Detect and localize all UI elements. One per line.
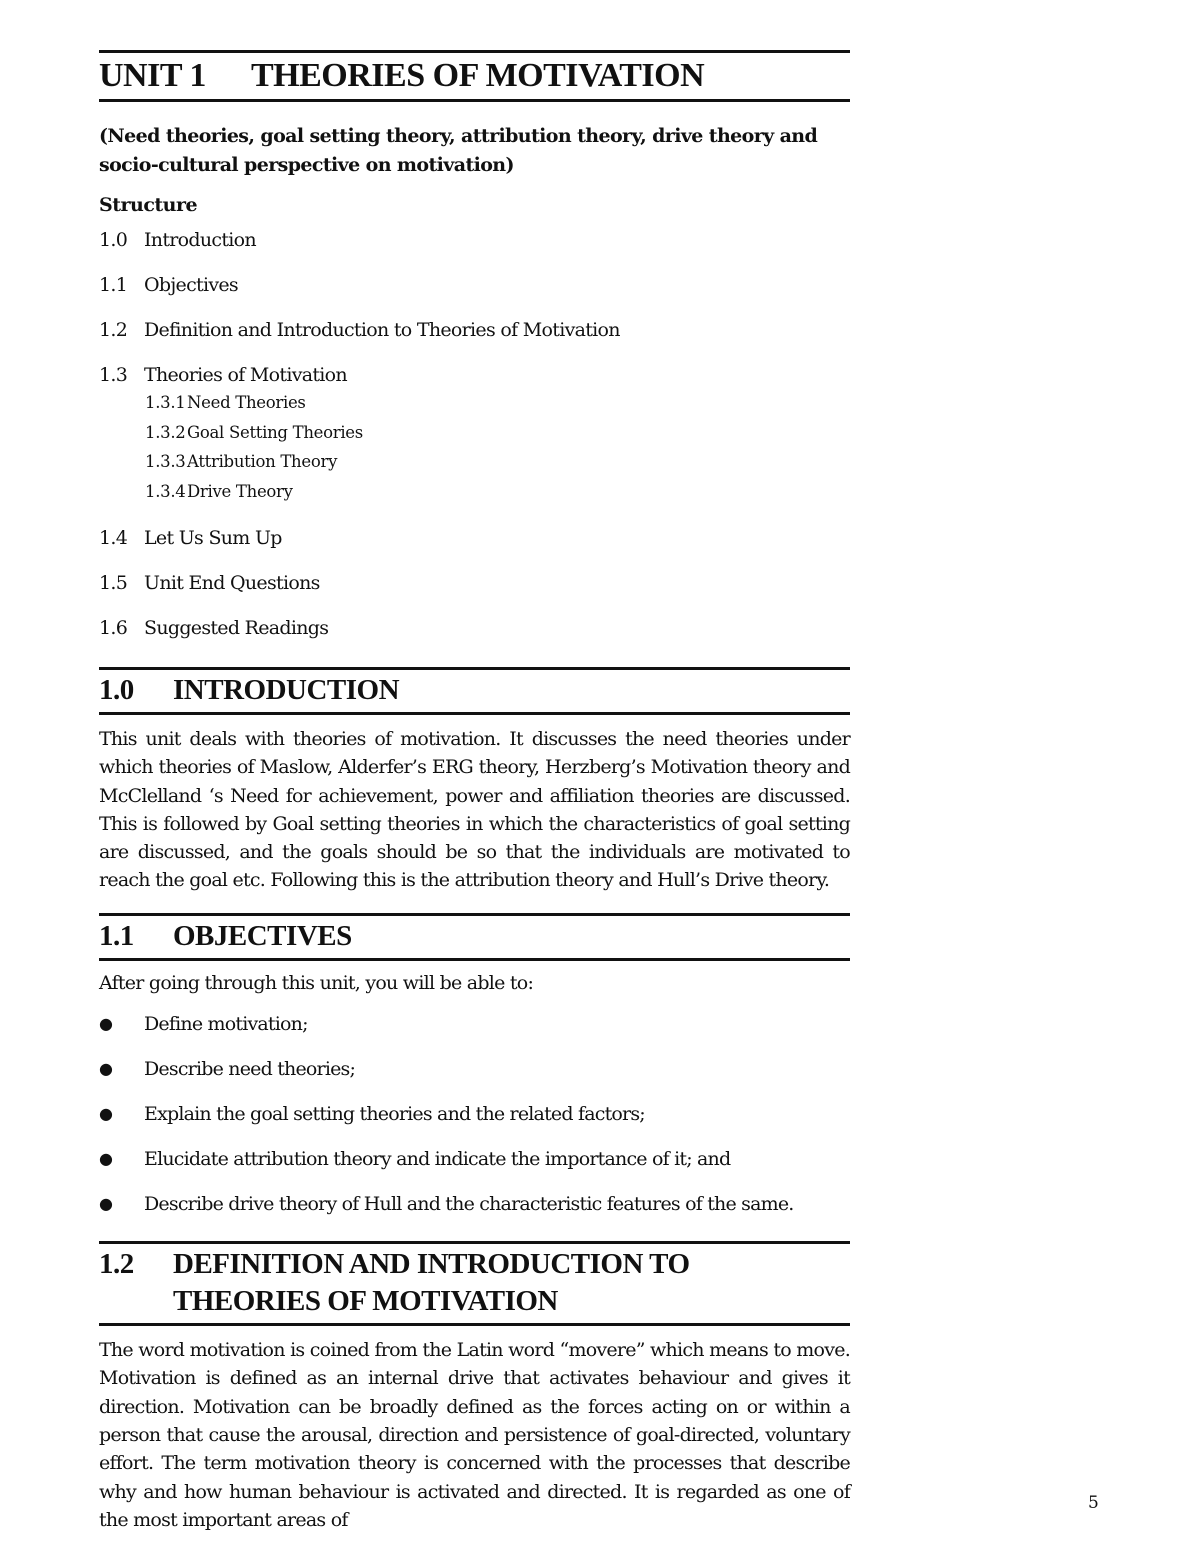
toc-group bbox=[99, 362, 850, 506]
list-item: ● Define motivation; bbox=[99, 1013, 308, 1036]
section-rule bbox=[99, 958, 850, 961]
list-item: ● Describe need theories; bbox=[99, 1058, 356, 1081]
bullet-icon: ● bbox=[99, 1014, 113, 1034]
table-of-contents bbox=[99, 227, 850, 641]
section-heading-definition: 1.2 DEFINITION AND INTRODUCTION TO THEORIES OF MOTIVATION bbox=[99, 1248, 690, 1318]
toc-item: 1.6 Suggested Readings bbox=[99, 617, 329, 639]
objectives-lead: After going through this unit, you will be able to: bbox=[99, 971, 534, 994]
toc-subitem: 1.3.2Goal Setting Theories bbox=[145, 422, 363, 442]
section-rule bbox=[99, 1323, 850, 1326]
toc-subitem: 1.3.1Need Theories bbox=[145, 393, 306, 412]
section-heading-objectives: 1.1 OBJECTIVES bbox=[99, 919, 352, 952]
document-page bbox=[99, 50, 850, 1552]
definition-paragraph: The word motivation is coined from the Latin word “movere” which means to move. Motivation is defined as an internal drive that activates behaviour and gives it direction. Motivation can be broadly defined as the forces acting on or within a person that cause the arousal, direction and persistence of goal-directed, voluntary effort. The term motivation theory is concerned with the processes that describe why and how human behaviour is activated and directed. It is regarded as one of the most important areas of bbox=[99, 1339, 850, 1531]
toc-item: 1.0 Introduction bbox=[99, 229, 256, 251]
section-heading-introduction: 1.0 INTRODUCTION bbox=[99, 674, 400, 706]
toc-item: 1.5 Unit End Questions bbox=[99, 572, 320, 594]
unit-title-text: THEORIES OF MOTIVATION bbox=[251, 57, 705, 94]
toc-item: 1.2 Definition and Introduction to Theories of Motivation bbox=[99, 319, 620, 341]
toc-subitem: 1.3.4Drive Theory bbox=[145, 481, 293, 501]
section-rule bbox=[99, 712, 850, 715]
objectives-list bbox=[99, 1011, 850, 1217]
list-item: ● Elucidate attribution theory and indicate the importance of it; and bbox=[99, 1148, 731, 1171]
unit-title-rule bbox=[99, 99, 850, 102]
list-item: ● Explain the goal setting theories and the related factors; bbox=[99, 1103, 645, 1126]
bullet-icon: ● bbox=[99, 1149, 113, 1169]
unit-subtitle: (Need theories, goal setting theory, attribution theory, drive theory and socio-cultural perspective on motivation) bbox=[99, 125, 818, 176]
unit-number: UNIT 1 bbox=[99, 57, 206, 94]
toc-item: 1.4 Let Us Sum Up bbox=[99, 527, 282, 549]
page-number: 5 bbox=[1088, 1493, 1099, 1513]
toc-subitem: 1.3.3Attribution Theory bbox=[145, 452, 338, 471]
unit-title bbox=[99, 53, 850, 99]
structure-heading: Structure bbox=[99, 194, 198, 216]
bullet-icon: ● bbox=[99, 1104, 113, 1124]
toc-item: 1.3 Theories of Motivation bbox=[99, 364, 347, 386]
bullet-icon: ● bbox=[99, 1194, 113, 1214]
introduction-paragraph: This unit deals with theories of motivation. It discusses the need theories under which theories of Maslow, Alderfer’s ERG theory, Herzberg’s Motivation theory and McClelland ‘s Need for achievement, power and affiliation theories are discussed. This is followed by Goal setting theories in which the characteristics of goal setting are discussed, and the goals should be so that the individuals are motivated to reach the goal etc. Following this is the attribution theory and Hull’s Drive theory. bbox=[99, 728, 850, 892]
bullet-icon: ● bbox=[99, 1059, 113, 1079]
toc-item: 1.1 Objectives bbox=[99, 274, 238, 296]
list-item: ● Describe drive theory of Hull and the characteristic features of the same. bbox=[99, 1193, 794, 1216]
